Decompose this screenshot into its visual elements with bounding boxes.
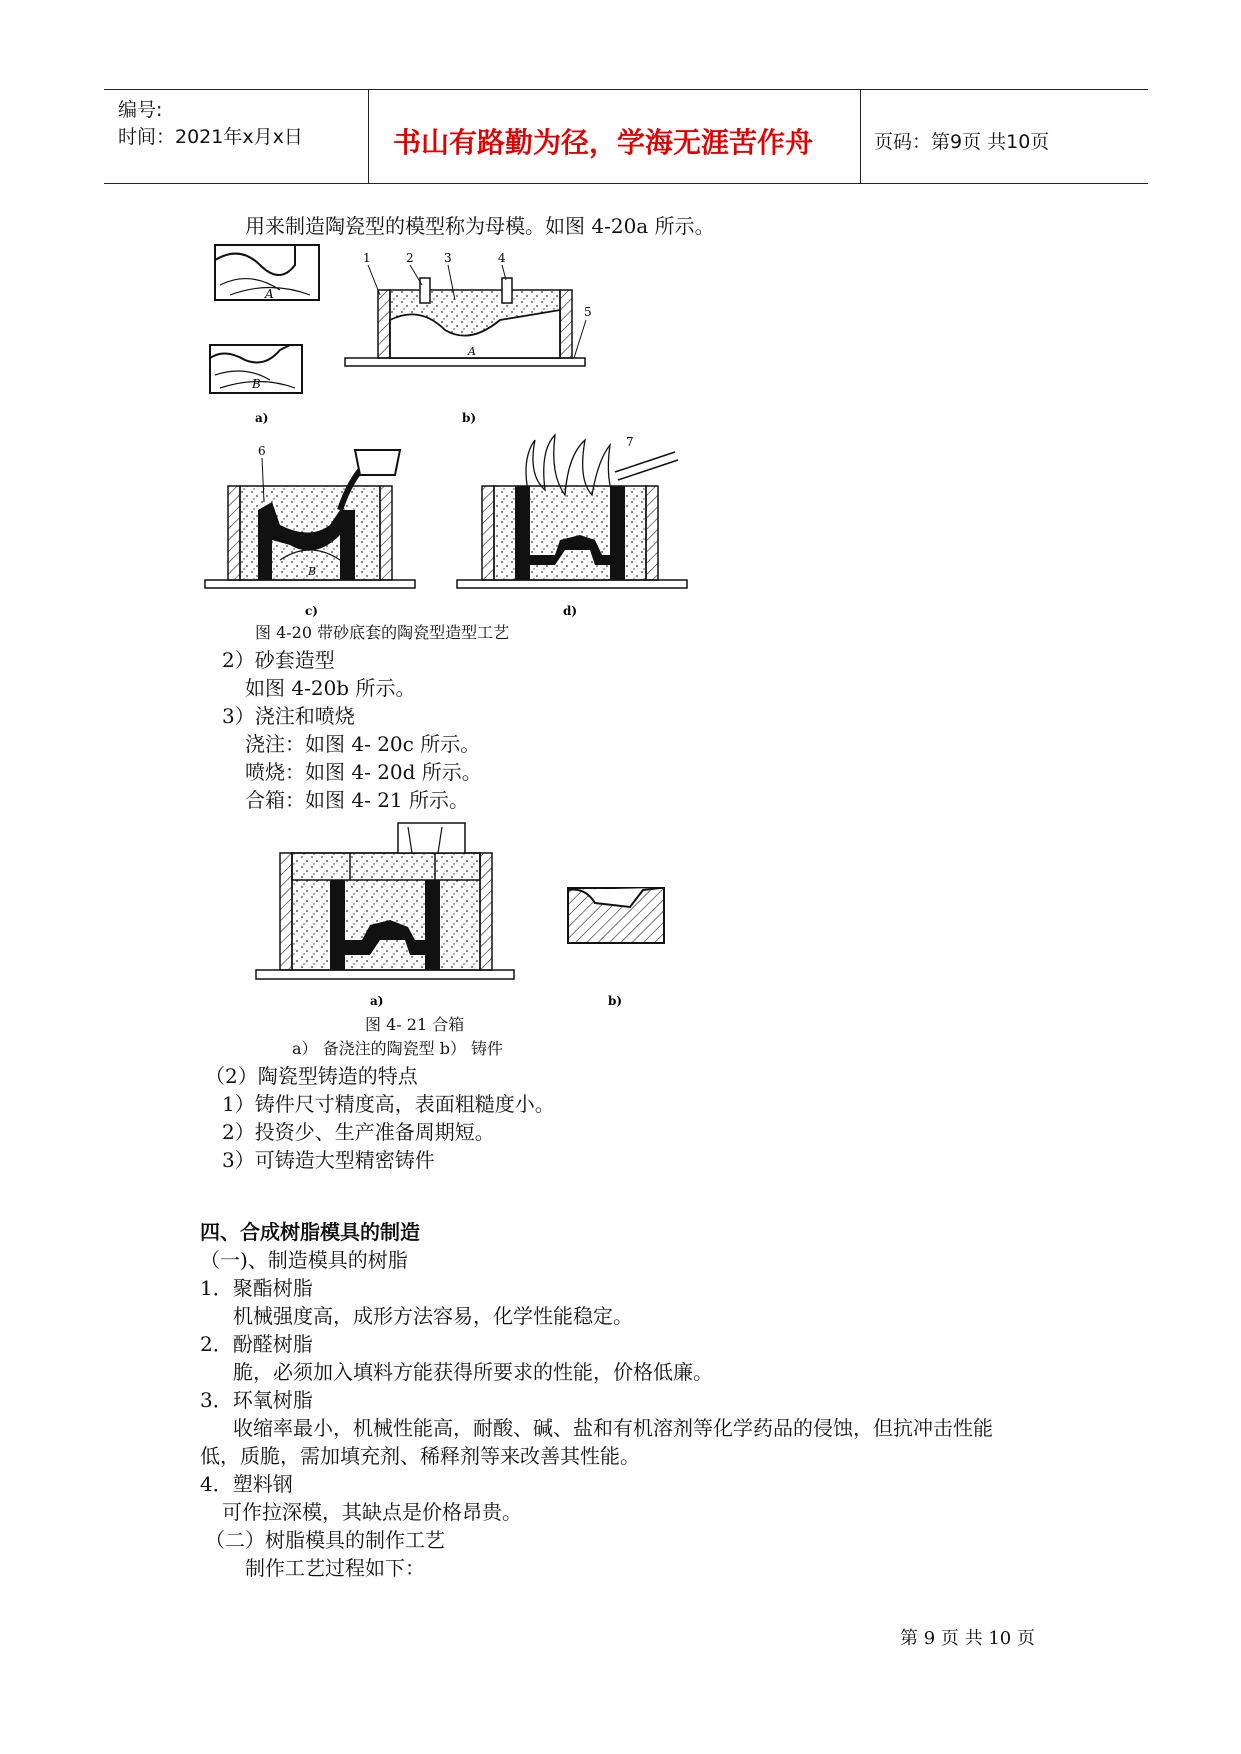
section-4-heading: 四、合成树脂模具的制造 — [200, 1220, 420, 1244]
features-title: （2）陶瓷型铸造的特点 — [205, 1064, 418, 1088]
resin-2-text: 脆，必须加入填料方能获得所要求的性能，价格低廉。 — [233, 1360, 713, 1384]
label-B-2: B — [308, 565, 317, 578]
fig20-label-a: a) — [255, 411, 269, 425]
fig21-label-a: a) — [370, 994, 384, 1008]
step-3-closing: 合箱：如图 4- 21 所示。 — [245, 788, 470, 812]
step-3-pouring: 浇注：如图 4- 20c 所示。 — [245, 732, 481, 756]
figure-4-21 — [250, 815, 670, 1015]
resin-1-text: 机械强度高，成形方法容易，化学性能稳定。 — [233, 1304, 633, 1328]
callout-4: 4 — [498, 251, 506, 265]
step-2-title: 2）砂套造型 — [222, 648, 335, 672]
header-divider-left — [368, 90, 369, 184]
paragraph-mother-mold: 用来制造陶瓷型的模型称为母模。如图 4-20a 所示。 — [245, 214, 715, 238]
label-A-1: A — [265, 287, 274, 301]
label-A-2: A — [468, 345, 476, 358]
label-B-1: B — [252, 377, 261, 391]
callout-3: 3 — [444, 251, 452, 265]
subsection-1-heading: （一)、制造模具的树脂 — [200, 1248, 408, 1272]
resin-2-title: 2．酚醛树脂 — [200, 1332, 313, 1356]
casting-part — [568, 888, 664, 943]
master-mold-a — [215, 245, 319, 301]
ceramic-mold-ready — [256, 823, 514, 979]
fig20-label-d: d) — [563, 604, 578, 618]
callout-7: 7 — [626, 435, 634, 449]
header-time: 时间：2021年x月x日 — [118, 126, 303, 148]
header-code: 编号: — [118, 99, 163, 121]
fig21-label-b: b) — [608, 994, 623, 1008]
subsection-2-text: 制作工艺过程如下： — [245, 1556, 425, 1580]
step-3-title: 3）浇注和喷烧 — [222, 704, 355, 728]
pouring-assembly — [205, 444, 415, 588]
step-3-firing: 喷烧：如图 4- 20d 所示。 — [245, 760, 482, 784]
figure-4-20 — [200, 240, 720, 630]
header-divider-right — [860, 90, 861, 184]
fig20-label-c: c) — [305, 604, 318, 618]
header-slogan: 书山有路勤为径，学海无涯苦作舟 — [393, 126, 814, 159]
callout-1: 1 — [363, 251, 371, 265]
header-page: 页码：第9页 共10页 — [874, 131, 1050, 153]
subsection-2-heading: （二）树脂模具的制作工艺 — [205, 1528, 445, 1552]
callout-2: 2 — [406, 251, 414, 265]
master-mold-b — [210, 345, 302, 393]
feature-1: 1）铸件尺寸精度高，表面粗糙度小。 — [222, 1092, 555, 1116]
resin-3-text-1: 收缩率最小，机械性能高，耐酸、碱、盐和有机溶剂等化学药品的侵蚀，但抗冲击性能 — [233, 1416, 993, 1440]
resin-3-title: 3．环氧树脂 — [200, 1388, 313, 1412]
footer-page-number: 第 9 页 共 10 页 — [900, 1628, 1035, 1649]
fig20-label-b: b) — [462, 411, 477, 425]
header-top-rule — [104, 89, 1148, 90]
resin-4-text: 可作拉深模，其缺点是价格昂贵。 — [222, 1500, 522, 1524]
feature-2: 2）投资少、生产准备周期短。 — [222, 1120, 495, 1144]
step-2-text: 如图 4-20b 所示。 — [245, 676, 416, 700]
callout-5: 5 — [584, 305, 592, 319]
callout-6: 6 — [258, 444, 266, 458]
resin-4-title: 4．塑料钢 — [200, 1472, 293, 1496]
figure-4-21-caption: 图 4- 21 合箱 — [365, 1015, 465, 1034]
sand-sleeve-assembly — [345, 251, 592, 366]
resin-3-text-2: 低，质脆，需加填充剂、稀释剂等来改善其性能。 — [200, 1444, 640, 1468]
figure-4-21-subcaption: a） 备浇注的陶瓷型 b） 铸件 — [292, 1039, 504, 1058]
firing-assembly — [457, 435, 687, 588]
feature-3: 3）可铸造大型精密铸件 — [222, 1148, 435, 1172]
figure-4-20-caption: 图 4-20 带砂底套的陶瓷型造型工艺 — [255, 623, 510, 642]
resin-1-title: 1．聚酯树脂 — [200, 1276, 313, 1300]
header-bottom-rule — [104, 183, 1148, 184]
